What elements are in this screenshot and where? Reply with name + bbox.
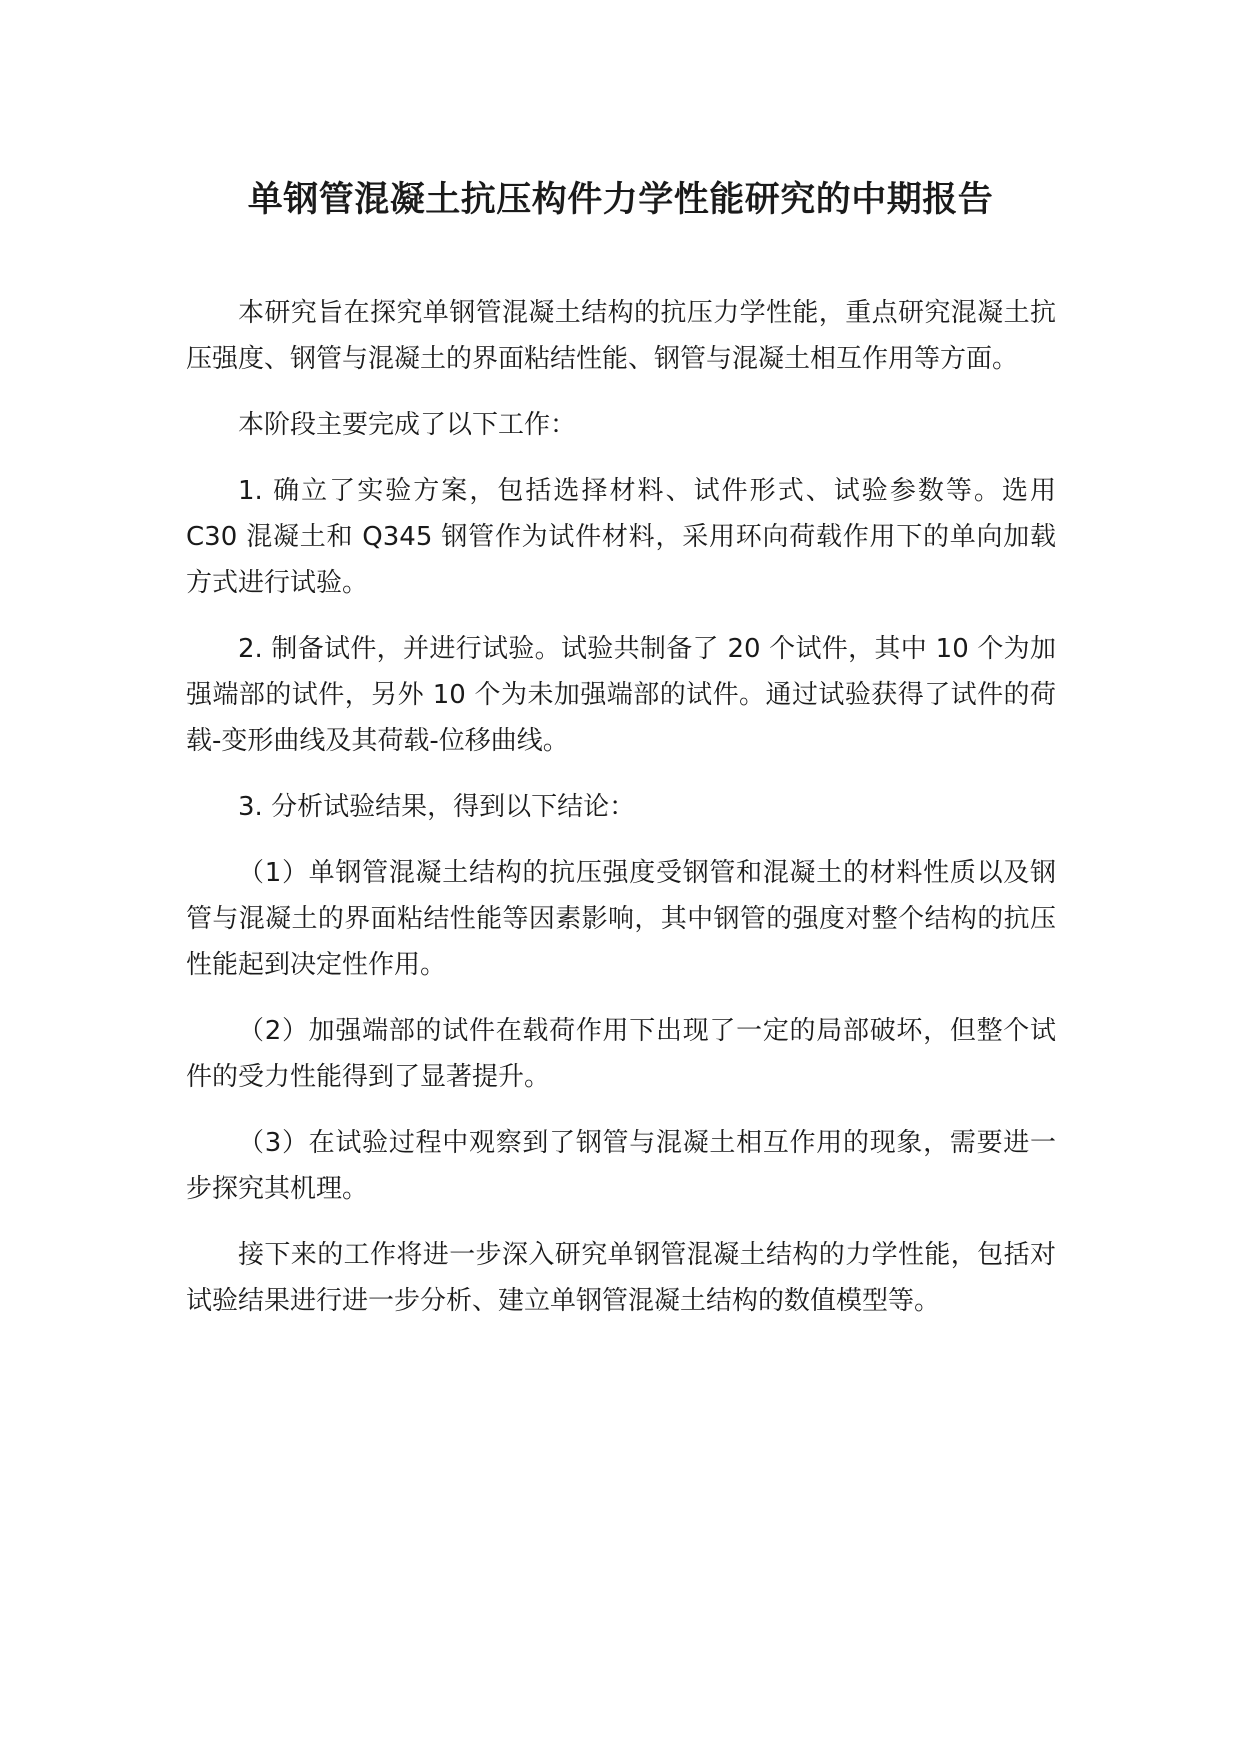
paragraph-next-steps: 接下来的工作将进一步深入研究单钢管混凝土结构的力学性能，包括对试验结果进行进一步分析、建立单钢管混凝土结构的数值模型等。: [186, 1240, 1056, 1316]
paragraph-conclusion-3: （3）在试验过程中观察到了钢管与混凝土相互作用的现象，需要进一步探究其机理。: [186, 1128, 1056, 1204]
document-body: [186, 290, 1056, 1344]
paragraph-item-2: 2. 制备试件，并进行试验。试验共制备了 20 个试件，其中 10 个为加强端部的试件，另外 10 个为未加强端部的试件。通过试验获得了试件的荷载-变形曲线及其荷载-位移曲线。: [186, 634, 1056, 756]
paragraph-conclusion-1: （1）单钢管混凝土结构的抗压强度受钢管和混凝土的材料性质以及钢管与混凝土的界面粘结性能等因素影响，其中钢管的强度对整个结构的抗压性能起到决定性作用。: [186, 858, 1056, 980]
paragraph-item-1: 1. 确立了实验方案，包括选择材料、试件形式、试验参数等。选用 C30 混凝土和 Q345 钢管作为试件材料，采用环向荷载作用下的单向加载方式进行试验。: [186, 476, 1056, 598]
paragraph-intro: 本研究旨在探究单钢管混凝土结构的抗压力学性能，重点研究混凝土抗压强度、钢管与混凝土的界面粘结性能、钢管与混凝土相互作用等方面。: [186, 298, 1056, 374]
paragraph-conclusion-2: （2）加强端部的试件在载荷作用下出现了一定的局部破坏，但整个试件的受力性能得到了显著提升。: [186, 1016, 1056, 1092]
paragraph-work-summary: 本阶段主要完成了以下工作：: [238, 410, 577, 440]
document-title: 单钢管混凝土抗压构件力学性能研究的中期报告: [247, 180, 994, 220]
paragraph-item-3: 3. 分析试验结果，得到以下结论：: [238, 792, 636, 822]
